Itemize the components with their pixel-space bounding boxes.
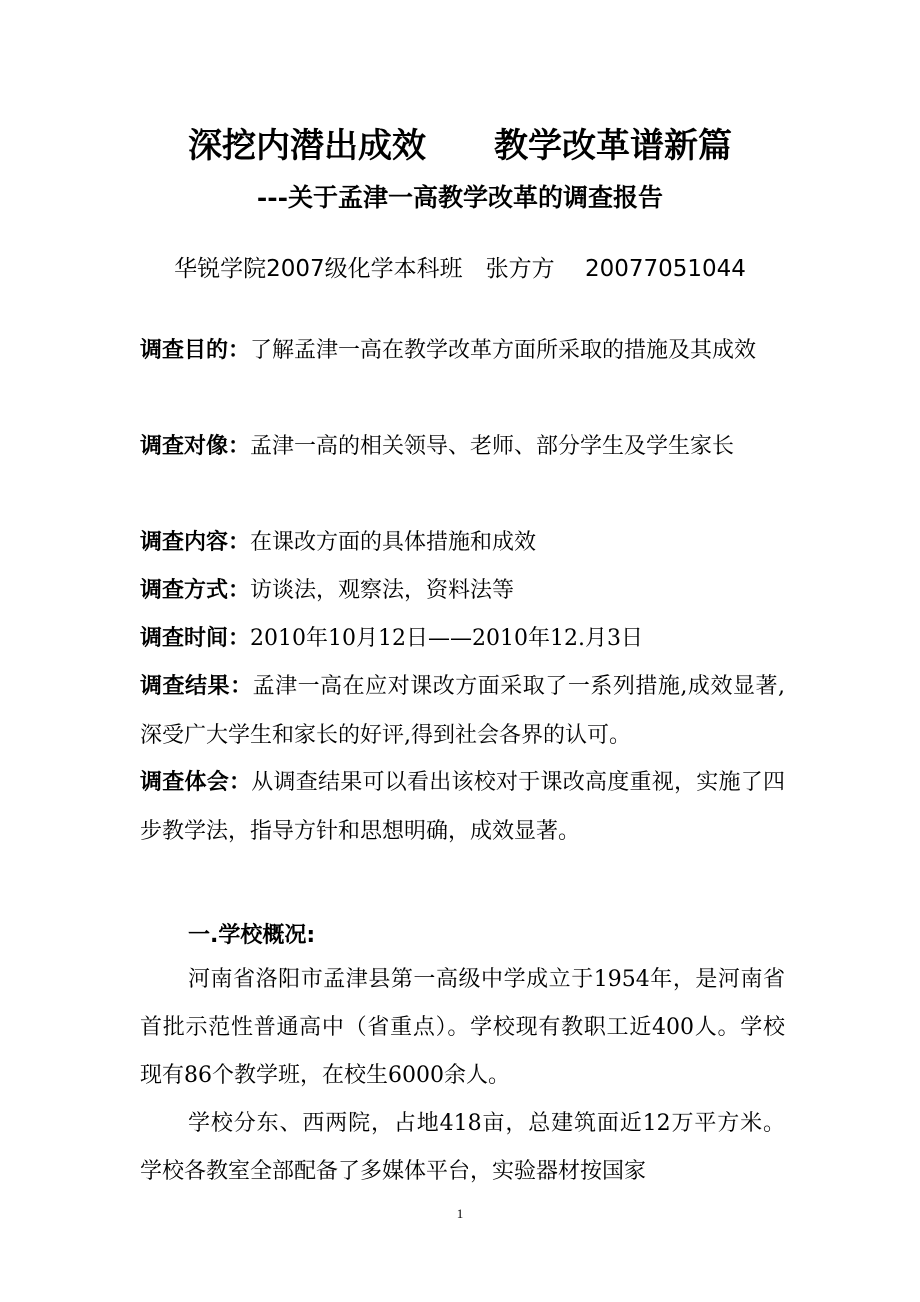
- field-value: 访谈法，观察法，资料法等: [250, 578, 515, 603]
- field-label: 调查内容：: [140, 530, 251, 555]
- field-label: 调查时间：: [140, 626, 251, 651]
- section-paragraph: 河南省洛阳市孟津县第一高级中学成立于1954年，是河南省首批示范性普通高中（省重点）。学校现有教职工近400人。学校现有86个教学班，在校生6000余人。: [140, 967, 785, 1088]
- field-label: 调查目的：: [140, 338, 251, 363]
- field-label: 调查结果：: [140, 674, 253, 699]
- field-value: 孟津一高的相关领导、老师、部分学生及学生家长: [250, 434, 735, 459]
- author-line: 华锐学院2007级化学本科班 张方方 20077051044: [174, 256, 746, 282]
- field-content: [140, 518, 785, 567]
- field-label: 调查方式：: [140, 578, 251, 603]
- field-result: [140, 662, 785, 760]
- field-time: [140, 614, 785, 663]
- field-value: 了解孟津一高在教学改革方面所采取的措施及其成效: [250, 338, 757, 363]
- field-value: 在课改方面的具体措施和成效: [250, 530, 537, 555]
- field-label: 调查体会：: [140, 770, 252, 795]
- field-method: [140, 566, 785, 615]
- field-value: 从调查结果可以看出该校对于课改高度重视，实施了四步教学法，指导方针和思想明确，成效显著。: [140, 770, 785, 844]
- section-paragraph: 学校分东、西两院，占地418亩，总建筑面近12万平方米。学校各教室全部配备了多媒体平台，实验器材按国家: [140, 1111, 785, 1184]
- section-heading: 一.学校概况:: [188, 923, 316, 948]
- field-value: 2010年10月12日——2010年12.月3日: [250, 626, 643, 651]
- field-value: 孟津一高在应对课改方面采取了一系列措施,成效显著,深受广大学生和家长的好评,得到社会各界的认可。: [140, 674, 785, 748]
- page-number: 1: [456, 1206, 464, 1221]
- field-label: 调查对像：: [140, 434, 251, 459]
- field-subjects: [140, 422, 785, 471]
- field-reflection: [140, 758, 785, 856]
- document-subtitle: ---关于孟津一高教学改革的调查报告: [256, 183, 664, 212]
- field-purpose: [140, 326, 785, 375]
- document-title: 深挖内潜出成效 教学改革谱新篇: [188, 126, 732, 166]
